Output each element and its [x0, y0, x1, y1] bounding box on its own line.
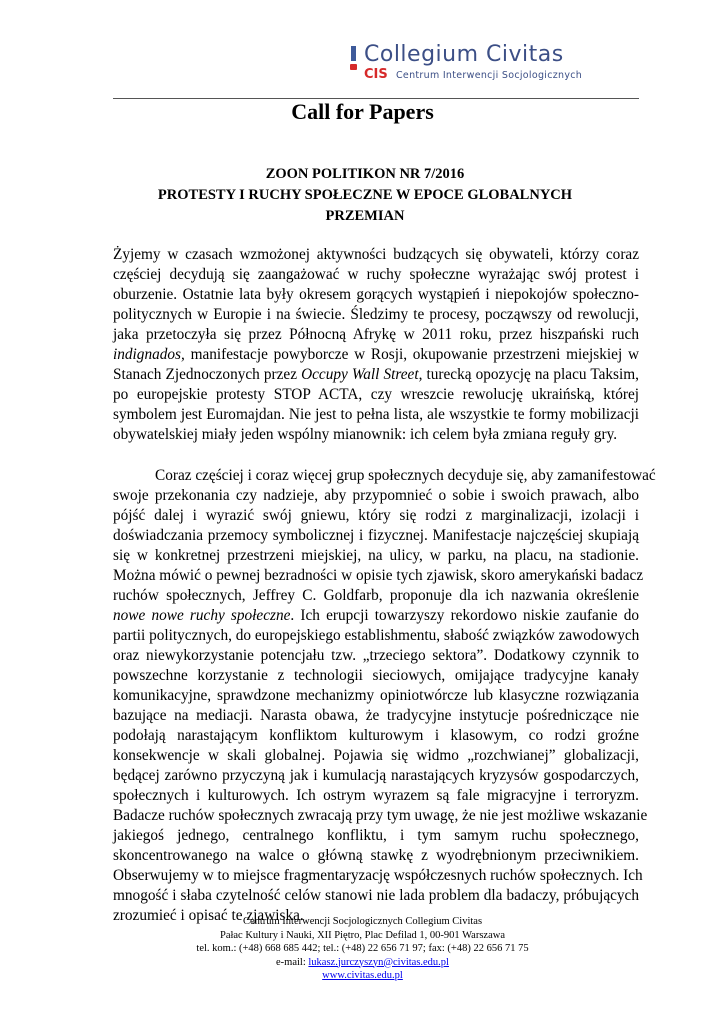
paragraph-line: oraz niewykorzystanie potencjału tzw. „trzeciego sektora”. Dodatkowy czynnik to — [113, 647, 639, 664]
paragraph-1 — [113, 245, 639, 445]
paragraph-2 — [113, 466, 656, 926]
footer-email-row — [0, 956, 725, 970]
paragraph-line: będącej zarówno przyczyną jak i kumulacją narastających kryzysów gospodarczych, — [113, 767, 639, 784]
paragraph-line: jaka przetoczyła się przez Północną Afrykę w 2011 roku, przez hiszpański ruch — [113, 326, 639, 343]
paragraph-line: partii politycznych, do europejskiego establishmentu, słabość związków zawodowych — [113, 627, 640, 644]
italic-phrase: nowe nowe ruchy społeczne — [113, 607, 291, 624]
paragraph-line: Badacze ruchów społecznych zwracają przy tym uwagę, że nie jest możliwe wskazanie — [113, 807, 648, 824]
paragraph-line — [113, 365, 639, 385]
paragraph-line: politycznych w Europie i na świecie. Śledzimy te procesy, począwszy od rewolucji, — [113, 306, 639, 323]
footer — [0, 915, 725, 983]
text-fragment: manifestacje powyborcze w Rosji, okupowanie przestrzeni miejskiej w — [184, 346, 639, 363]
paragraph-line: Żyjemy w czasach wzmożonej aktywności budzących się obywateli, którzy coraz — [113, 246, 639, 263]
paragraph-line: Obserwujemy w to miejsce fragmentaryzację współczesnych ruchów społecznych. Ich — [113, 867, 643, 884]
paragraph-line: swoje przekonania czy nadzieje, aby przypomnieć o sobie i swoich prawach, albo — [113, 487, 639, 504]
paragraph-line: powszechne korzystanie z technologii sieciowych, omijające tradycyjne kanały — [113, 667, 639, 684]
paragraph-line: konsekwencje w skali globalnej. Pojawia się widmo „rozchwianej” globalizacji, — [113, 747, 639, 764]
paragraph-line: pójść dalej i wyrazić swój gniewu, który się rodzi z marginalizacji, izolacji i — [113, 507, 639, 524]
footer-website-row — [0, 969, 725, 983]
paragraph-line: podołają narastającym konfliktom kulturowym i klasowym, co rodzi groźne — [113, 727, 639, 744]
italic-phrase: Occupy Wall Street, — [301, 366, 423, 383]
website-link[interactable]: www.civitas.edu.pl — [322, 970, 403, 981]
paragraph-line: komunikacyjne, sprawdzone mechanizmy opiniotwórcze lub klasyczne rozwiązania — [113, 687, 639, 704]
paragraph-line — [113, 606, 639, 626]
footer-institution: Centrum Interwencji Socjologicznych Collegium Civitas — [242, 916, 483, 927]
text-fragment: Stanach Zjednoczonych przez — [113, 366, 302, 383]
collegium-civitas-logo — [350, 42, 650, 88]
paragraph-line: częściej decydują się zaangażować w ruchy społeczne wyrażając swój protest i — [113, 266, 639, 283]
paragraph-line: bazujące na mediacji. Narasta obawa, że tradycyjne instytucje pośredniczące nie — [113, 707, 639, 724]
logo-abbreviation: CIS — [364, 67, 388, 82]
logo-mark-icon — [350, 46, 359, 74]
paragraph-line: po europejskie protesty STOP ACTA, czy wreszcie rewolucję ukraińską, której — [113, 386, 639, 403]
email-link[interactable]: lukasz.jurczyszyn@civitas.edu.pl — [308, 956, 449, 968]
text-fragment: . Ich erupcji towarzyszy rekordowo niskie zaufanie do — [290, 607, 639, 624]
paragraph-line: Można mówić o pewnej bezradności w opisie tych zjawisk, skoro amerykański badacz — [113, 567, 644, 584]
paragraph-line: zrozumieć i opisać te zjawiska. — [113, 907, 304, 924]
logo-name: Collegium Civitas — [364, 42, 564, 67]
paragraph-line: się w konkretnej przestrzeni miejskiej, na ulicy, w parku, na placu, na stadionie. — [113, 547, 639, 564]
paragraph-line: symbolem jest Euromajdan. Nie jest to pełna lista, ale wszystkie te formy mobilizacji — [113, 406, 639, 423]
paragraph-line: skoncentrowanego na walce o główną stawkę z wyodrębnionym przeciwnikiem. — [113, 847, 639, 864]
paragraph-line: jakiegoś jednego, centralnego konfliktu, i tym samym ruchu społecznego, — [113, 827, 639, 844]
italic-phrase: indignados, — [113, 346, 185, 363]
paragraph-line: ruchów społecznych, Jeffrey C. Goldfarb, proponuje dla ich nazwania określenie — [113, 587, 639, 604]
body-text — [113, 245, 656, 926]
paragraph-line — [113, 345, 639, 365]
heading-line-2: PROTESTY I RUCHY SPOŁECZNE W EPOCE GLOBALNYCH — [157, 187, 573, 203]
document-title: Call for Papers — [291, 99, 434, 124]
footer-email-label: e-mail: — [276, 956, 309, 968]
paragraph-line: obywatelskiej miały jeden wspólny mianownik: ich celem była zmiana reguły gry. — [113, 426, 618, 443]
paragraph-line: oburzenie. Ostatnie lata były okresem gorących wystąpień i niepokojów społeczno- — [113, 286, 639, 303]
paragraph-line: Coraz częściej i coraz więcej grup społecznych decyduje się, aby zamanifestować — [155, 467, 656, 484]
text-fragment: turecką opozycję na placu Taksim, — [422, 366, 639, 383]
paragraph-line: doświadczania przemocy symbolicznej i fizycznej. Manifestacje najczęściej skupiają — [113, 527, 639, 544]
footer-address: Pałac Kultury i Nauki, XII Piętro, Plac Defilad 1, 00-901 Warszawa — [219, 929, 505, 941]
heading-line-3: PRZEMIAN — [325, 208, 405, 224]
paragraph-line: mnogość i słaba czytelność celów stanowi nie lada problem dla badaczy, próbujących — [113, 887, 639, 904]
logo-subtitle: Centrum Interwencji Socjologicznych — [396, 70, 583, 81]
paragraph-line: społecznych i kulturowych. Ich ostrym wyrazem są fale migracyjne i terroryzm. — [113, 787, 639, 804]
issue-heading — [110, 164, 620, 227]
footer-phone: tel. kom.: (+48) 668 685 442; tel.: (+48) 22 656 71 97; fax: (+48) 22 656 71 75 — [196, 943, 529, 954]
heading-line-1: ZOON POLITIKON NR 7/2016 — [265, 166, 465, 182]
